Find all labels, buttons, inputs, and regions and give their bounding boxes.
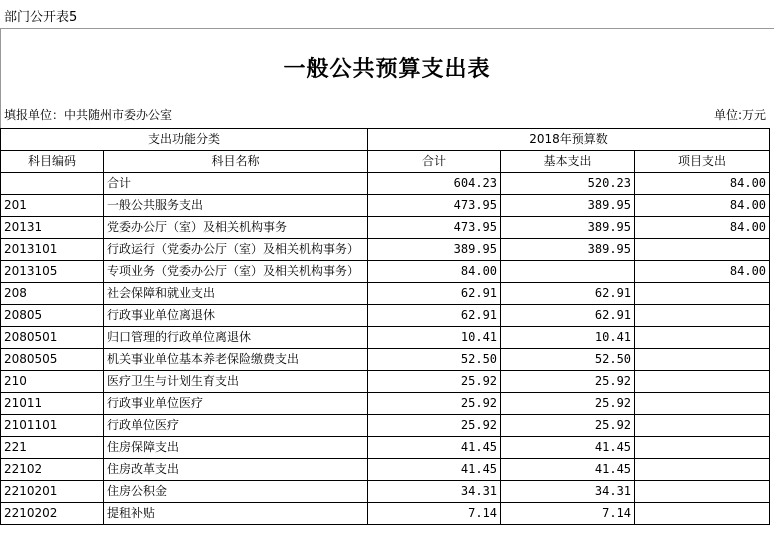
row-name: 医疗卫生与计划生育支出 [104,371,368,393]
row-total: 62.91 [368,305,501,327]
table-row [1,393,770,415]
row-total: 10.41 [368,327,501,349]
table-row [1,217,770,239]
table-row [1,437,770,459]
row-project: 84.00 [635,217,770,239]
table-row [1,481,770,503]
currency-unit: 单位:万元 [713,108,766,122]
header-code: 科目编码 [1,151,104,173]
row-name: 住房公积金 [104,481,368,503]
budget-table [0,128,770,525]
table-row [1,327,770,349]
row-basic: 62.91 [501,305,635,327]
row-total: 25.92 [368,415,501,437]
table-row [1,305,770,327]
row-basic: 25.92 [501,371,635,393]
row-code: 20131 [1,217,104,239]
row-code: 210 [1,371,104,393]
row-basic: 62.91 [501,283,635,305]
row-code: 221 [1,437,104,459]
row-name: 党委办公厅（室）及相关机构事务 [104,217,368,239]
table-row [1,415,770,437]
row-total: 7.14 [368,503,501,525]
row-basic: 25.92 [501,415,635,437]
table-row [1,459,770,481]
table-row [1,261,770,283]
row-code: 2210202 [1,503,104,525]
row-project [635,283,770,305]
row-code: 2080501 [1,327,104,349]
row-basic: 389.95 [501,239,635,261]
header-basic: 基本支出 [501,151,635,173]
table-row [1,239,770,261]
row-code: 22102 [1,459,104,481]
row-total: 473.95 [368,217,501,239]
row-code: 2013105 [1,261,104,283]
row-total: 34.31 [368,481,501,503]
row-name: 专项业务（党委办公厅（室）及相关机构事务） [104,261,368,283]
row-code: 208 [1,283,104,305]
row-total: 41.45 [368,459,501,481]
row-name: 行政运行（党委办公厅（室）及相关机构事务） [104,239,368,261]
row-project [635,393,770,415]
header-name: 科目名称 [104,151,368,173]
page-title: 一般公共预算支出表 [283,57,491,82]
row-project [635,459,770,481]
sheet-top-border [0,28,774,29]
row-project [635,481,770,503]
row-name: 机关事业单位基本养老保险缴费支出 [104,349,368,371]
table-body [1,173,770,525]
row-basic: 389.95 [501,217,635,239]
row-total: 52.50 [368,349,501,371]
row-code: 2210201 [1,481,104,503]
row-code: 2013101 [1,239,104,261]
row-total: 25.92 [368,371,501,393]
row-total: 473.95 [368,195,501,217]
header-project: 项目支出 [635,151,770,173]
row-basic: 7.14 [501,503,635,525]
row-basic: 520.23 [501,173,635,195]
row-name: 住房保障支出 [104,437,368,459]
row-basic [501,261,635,283]
row-code: 20805 [1,305,104,327]
row-project [635,415,770,437]
table-row [1,371,770,393]
header-function-classification: 支出功能分类 [1,129,368,151]
table-row [1,503,770,525]
row-basic: 25.92 [501,393,635,415]
table-row [1,173,770,195]
row-basic: 389.95 [501,195,635,217]
row-project: 84.00 [635,173,770,195]
row-basic: 41.45 [501,459,635,481]
row-basic: 34.31 [501,481,635,503]
row-name: 社会保障和就业支出 [104,283,368,305]
row-project [635,437,770,459]
row-project [635,371,770,393]
table-row [1,195,770,217]
row-name: 合计 [104,173,368,195]
row-name: 归口管理的行政单位离退休 [104,327,368,349]
row-project: 84.00 [635,195,770,217]
row-total: 389.95 [368,239,501,261]
row-code [1,173,104,195]
row-project [635,239,770,261]
row-project [635,503,770,525]
row-project: 84.00 [635,261,770,283]
row-total: 25.92 [368,393,501,415]
header-column-row [1,151,770,173]
sheet-label: 部门公开表5 [4,10,78,25]
table-row [1,283,770,305]
header-total: 合计 [368,151,501,173]
row-total: 62.91 [368,283,501,305]
row-name: 提租补贴 [104,503,368,525]
row-name: 行政单位医疗 [104,415,368,437]
row-basic: 41.45 [501,437,635,459]
row-total: 84.00 [368,261,501,283]
row-project [635,327,770,349]
header-group-row [1,129,770,151]
row-basic: 52.50 [501,349,635,371]
row-code: 2080505 [1,349,104,371]
row-project [635,305,770,327]
row-basic: 10.41 [501,327,635,349]
table-row [1,349,770,371]
row-name: 行政事业单位医疗 [104,393,368,415]
row-total: 604.23 [368,173,501,195]
row-code: 201 [1,195,104,217]
reporting-unit: 填报单位：中共随州市委办公室 [4,108,173,122]
row-name: 行政事业单位离退休 [104,305,368,327]
row-code: 2101101 [1,415,104,437]
row-name: 住房改革支出 [104,459,368,481]
row-code: 21011 [1,393,104,415]
header-budget-year: 2018年预算数 [368,129,770,151]
row-project [635,349,770,371]
row-total: 41.45 [368,437,501,459]
row-name: 一般公共服务支出 [104,195,368,217]
